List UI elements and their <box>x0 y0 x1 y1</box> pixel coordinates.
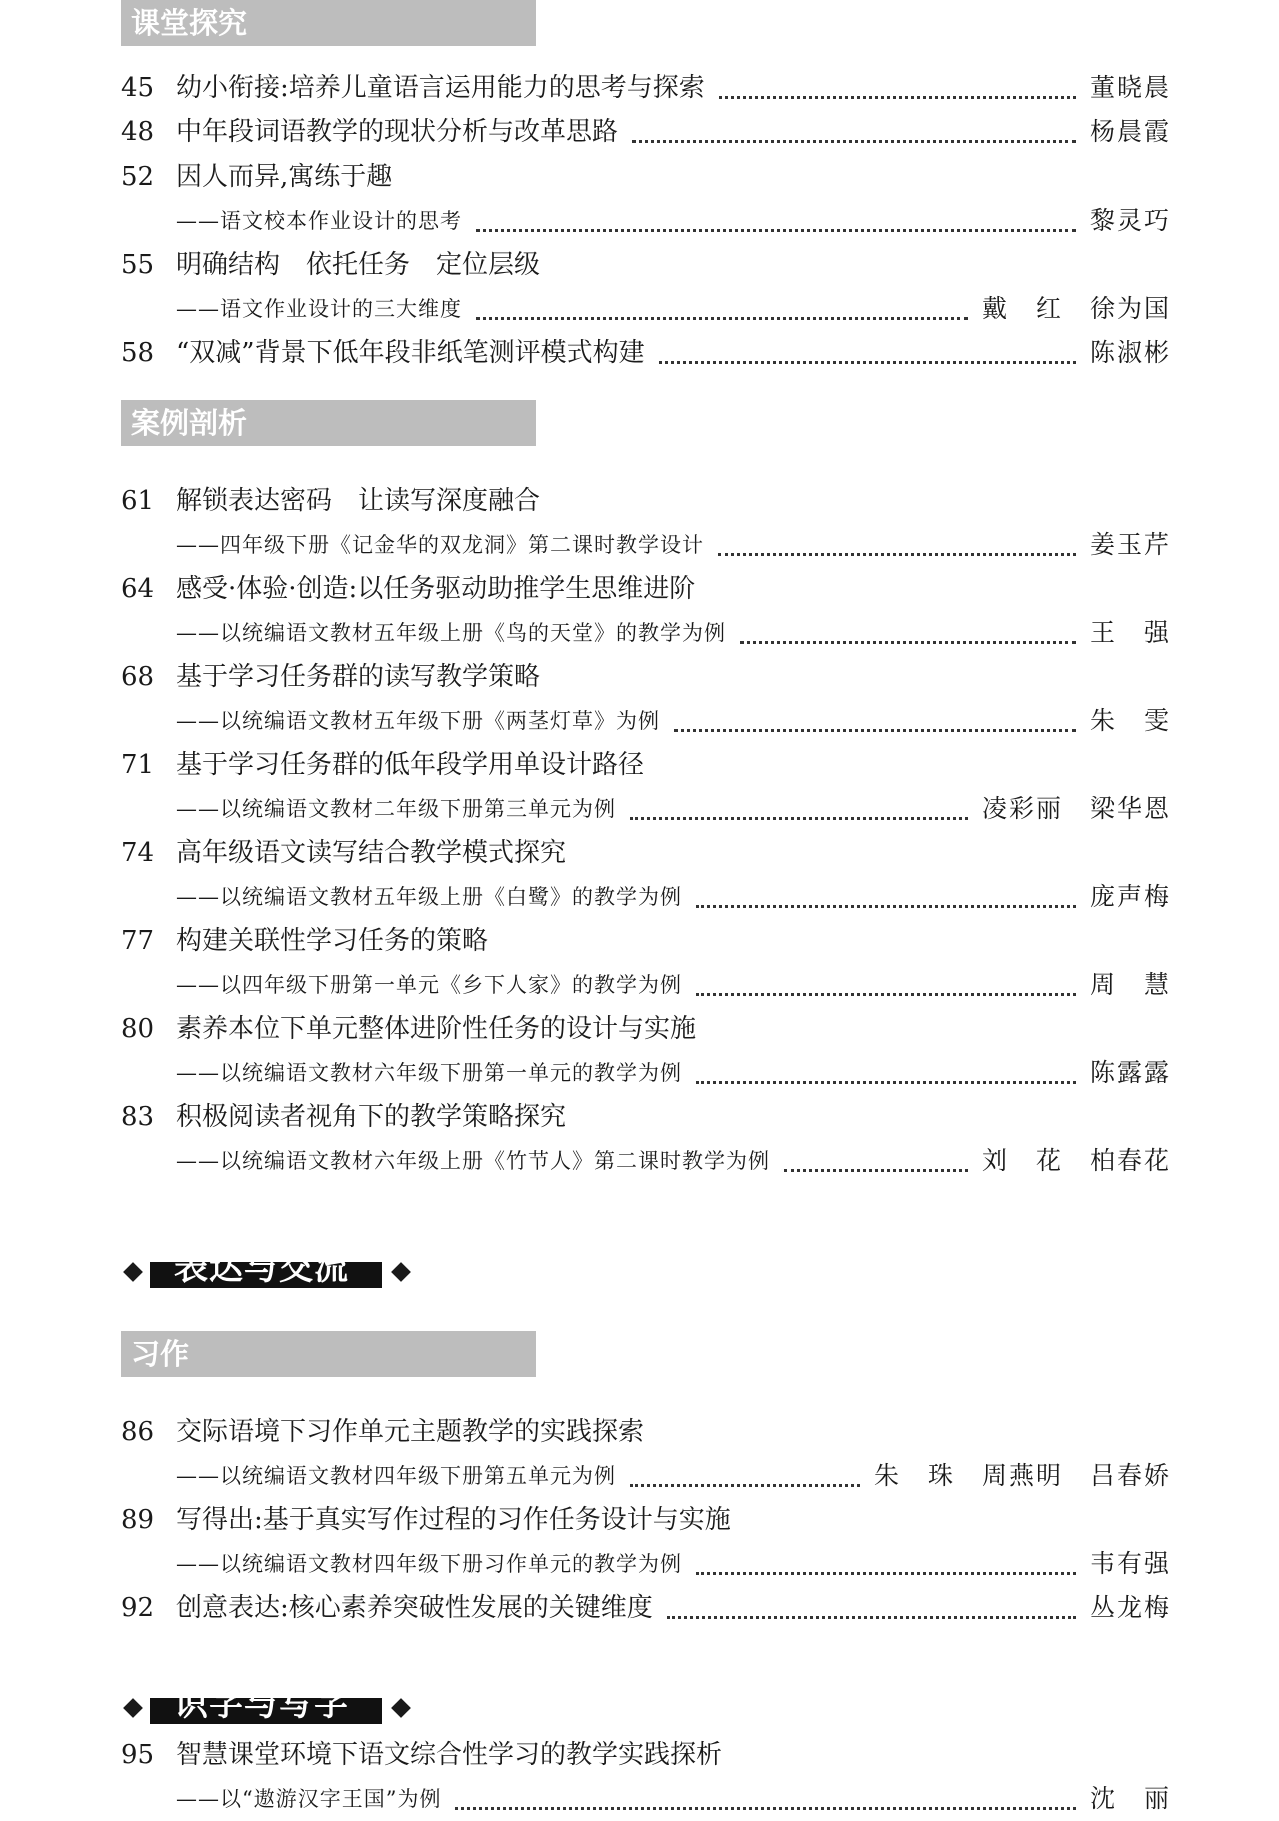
leader-dots <box>740 639 1076 644</box>
entry-subtitle: ——以统编语文教材六年级下册第一单元的教学为例 <box>176 1061 682 1085</box>
page-number: 68 <box>121 662 155 692</box>
toc-entry[interactable] <box>0 1009 1279 1049</box>
diamond-icon <box>123 1698 143 1718</box>
entry-title: 中年段词语教学的现状分析与改革思路 <box>176 117 619 147</box>
toc-entry[interactable] <box>0 1141 1279 1181</box>
leader-dots <box>674 727 1076 732</box>
leader-dots <box>632 138 1076 143</box>
toc-entry[interactable] <box>0 1456 1279 1496</box>
toc-entry[interactable] <box>0 481 1279 521</box>
entry-subtitle: ——以统编语文教材五年级上册《白鹭》的教学为例 <box>176 885 682 909</box>
entry-subtitle: ——以统编语文教材二年级下册第三单元为例 <box>176 797 616 821</box>
toc-entry[interactable] <box>0 657 1279 697</box>
page-number: 74 <box>121 838 155 868</box>
entry-author: 沈 丽 <box>1089 1784 1171 1813</box>
toc-entry[interactable] <box>0 112 1279 152</box>
entry-author: 杨晨霞 <box>1089 117 1171 146</box>
section-header-case-analysis: 案例剖析 <box>121 400 536 446</box>
big-header-literacy <box>122 1684 412 1736</box>
big-header-title: 识字与写字 <box>174 1684 349 1724</box>
entry-author: 董晓晨 <box>1089 73 1171 102</box>
toc-entry[interactable] <box>0 833 1279 873</box>
toc-entry[interactable] <box>0 1779 1279 1819</box>
toc-entry[interactable] <box>0 1735 1279 1775</box>
toc-entry[interactable] <box>0 921 1279 961</box>
toc-entry[interactable] <box>0 333 1279 373</box>
leader-dots <box>667 1614 1076 1619</box>
entry-author: 朱 雯 <box>1089 706 1171 735</box>
entry-subtitle: ——以统编语文教材五年级下册《两茎灯草》为例 <box>176 709 660 733</box>
entry-title: 交际语境下习作单元主题教学的实践探索 <box>176 1417 645 1447</box>
page-number: 71 <box>121 750 155 780</box>
entry-title: “双减”背景下低年段非纸笔测评模式构建 <box>176 338 645 368</box>
entry-title: 素养本位下单元整体进阶性任务的设计与实施 <box>176 1014 697 1044</box>
entry-author: 姜玉芹 <box>1089 530 1171 559</box>
page-number: 45 <box>121 73 155 103</box>
toc-entry[interactable] <box>0 1097 1279 1137</box>
entry-title: 基于学习任务群的低年段学用单设计路径 <box>176 750 645 780</box>
toc-entry[interactable] <box>0 1544 1279 1584</box>
entry-title: 创意表达:核心素养突破性发展的关键维度 <box>176 1593 653 1623</box>
page-number: 48 <box>121 117 155 147</box>
page-number: 64 <box>121 574 155 604</box>
page-number: 95 <box>121 1740 155 1770</box>
leader-dots <box>784 1167 968 1172</box>
entry-title: 解锁表达密码 让读写深度融合 <box>176 486 541 516</box>
toc-entry[interactable] <box>0 525 1279 565</box>
entry-title: 积极阅读者视角下的教学策略探究 <box>176 1102 567 1132</box>
entry-title: 幼小衔接:培养儿童语言运用能力的思考与探索 <box>176 73 705 103</box>
leader-dots <box>659 359 1076 364</box>
page-number: 83 <box>121 1102 155 1132</box>
leader-dots <box>476 227 1076 232</box>
toc-entry[interactable] <box>0 1412 1279 1452</box>
entry-author: 周 慧 <box>1089 970 1171 999</box>
toc-entry[interactable] <box>0 569 1279 609</box>
page-number: 61 <box>121 486 155 516</box>
toc-entry[interactable] <box>0 68 1279 108</box>
page-number: 92 <box>121 1593 155 1623</box>
page-number: 55 <box>121 250 155 280</box>
toc-entry[interactable] <box>0 201 1279 241</box>
entry-author: 戴 红 徐为国 <box>981 294 1171 323</box>
big-header-title: 表达与交流 <box>174 1248 349 1288</box>
toc-entry[interactable] <box>0 157 1279 197</box>
toc-entry[interactable] <box>0 745 1279 785</box>
entry-title: 感受·体验·创造:以任务驱动助推学生思维进阶 <box>176 574 696 604</box>
toc-entry[interactable] <box>0 965 1279 1005</box>
leader-dots <box>696 1079 1076 1084</box>
entry-author: 黎灵巧 <box>1089 206 1171 235</box>
leader-dots <box>718 551 1076 556</box>
leader-dots <box>630 815 968 820</box>
toc-entry[interactable] <box>0 701 1279 741</box>
page-number: 52 <box>121 162 155 192</box>
entry-author: 刘 花 柏春花 <box>981 1146 1171 1175</box>
entry-author: 庞声梅 <box>1089 882 1171 911</box>
entry-title: 智慧课堂环境下语文综合性学习的教学实践探析 <box>176 1740 723 1770</box>
toc-entry[interactable] <box>0 613 1279 653</box>
entry-author: 王 强 <box>1089 618 1171 647</box>
diamond-icon <box>391 1262 411 1282</box>
toc-entry[interactable] <box>0 877 1279 917</box>
leader-dots <box>476 315 968 320</box>
section-header-classroom: 课堂探究 <box>121 0 536 46</box>
entry-title: 因人而异,寓练于趣 <box>176 162 393 192</box>
leader-dots <box>696 991 1076 996</box>
entry-subtitle: ——以统编语文教材四年级下册习作单元的教学为例 <box>176 1552 682 1576</box>
entry-subtitle: ——语文校本作业设计的思考 <box>176 209 462 233</box>
page-number: 80 <box>121 1014 155 1044</box>
leader-dots <box>719 94 1076 99</box>
page-number: 89 <box>121 1505 155 1535</box>
leader-dots <box>455 1805 1076 1810</box>
toc-entry[interactable] <box>0 1588 1279 1628</box>
entry-subtitle: ——语文作业设计的三大维度 <box>176 297 462 321</box>
entry-title: 写得出:基于真实写作过程的习作任务设计与实施 <box>176 1505 731 1535</box>
big-header-expression <box>122 1248 412 1300</box>
entry-author: 韦有强 <box>1089 1549 1171 1578</box>
leader-dots <box>630 1482 860 1487</box>
toc-entry[interactable] <box>0 1500 1279 1540</box>
entry-subtitle: ——以统编语文教材六年级上册《竹节人》第二课时教学为例 <box>176 1149 770 1173</box>
entry-title: 构建关联性学习任务的策略 <box>176 926 489 956</box>
diamond-icon <box>391 1698 411 1718</box>
entry-author: 陈淑彬 <box>1089 338 1171 367</box>
entry-subtitle: ——以统编语文教材四年级下册第五单元为例 <box>176 1464 616 1488</box>
entry-title: 基于学习任务群的读写教学策略 <box>176 662 541 692</box>
toc-entry[interactable] <box>0 1053 1279 1093</box>
page-number: 86 <box>121 1417 155 1447</box>
leader-dots <box>696 903 1076 908</box>
entry-title: 高年级语文读写结合教学模式探究 <box>176 838 567 868</box>
entry-title: 明确结构 依托任务 定位层级 <box>176 250 541 280</box>
entry-subtitle: ——以四年级下册第一单元《乡下人家》的教学为例 <box>176 973 682 997</box>
page-number: 77 <box>121 926 155 956</box>
toc-entry[interactable] <box>0 789 1279 829</box>
entry-subtitle: ——以“遨游汉字王国”为例 <box>176 1787 442 1811</box>
diamond-icon <box>123 1262 143 1282</box>
entry-subtitle: ——以统编语文教材五年级上册《鸟的天堂》的教学为例 <box>176 621 726 645</box>
leader-dots <box>696 1570 1076 1575</box>
page-number: 58 <box>121 338 155 368</box>
entry-author: 陈露露 <box>1089 1058 1171 1087</box>
section-header-writing: 习作 <box>121 1331 536 1377</box>
entry-subtitle: ——四年级下册《记金华的双龙洞》第二课时教学设计 <box>176 533 704 557</box>
toc-entry[interactable] <box>0 289 1279 329</box>
entry-author: 朱 珠 周燕明 吕春娇 <box>873 1461 1171 1490</box>
entry-author: 丛龙梅 <box>1089 1593 1171 1622</box>
toc-entry[interactable] <box>0 245 1279 285</box>
entry-author: 凌彩丽 梁华恩 <box>981 794 1171 823</box>
